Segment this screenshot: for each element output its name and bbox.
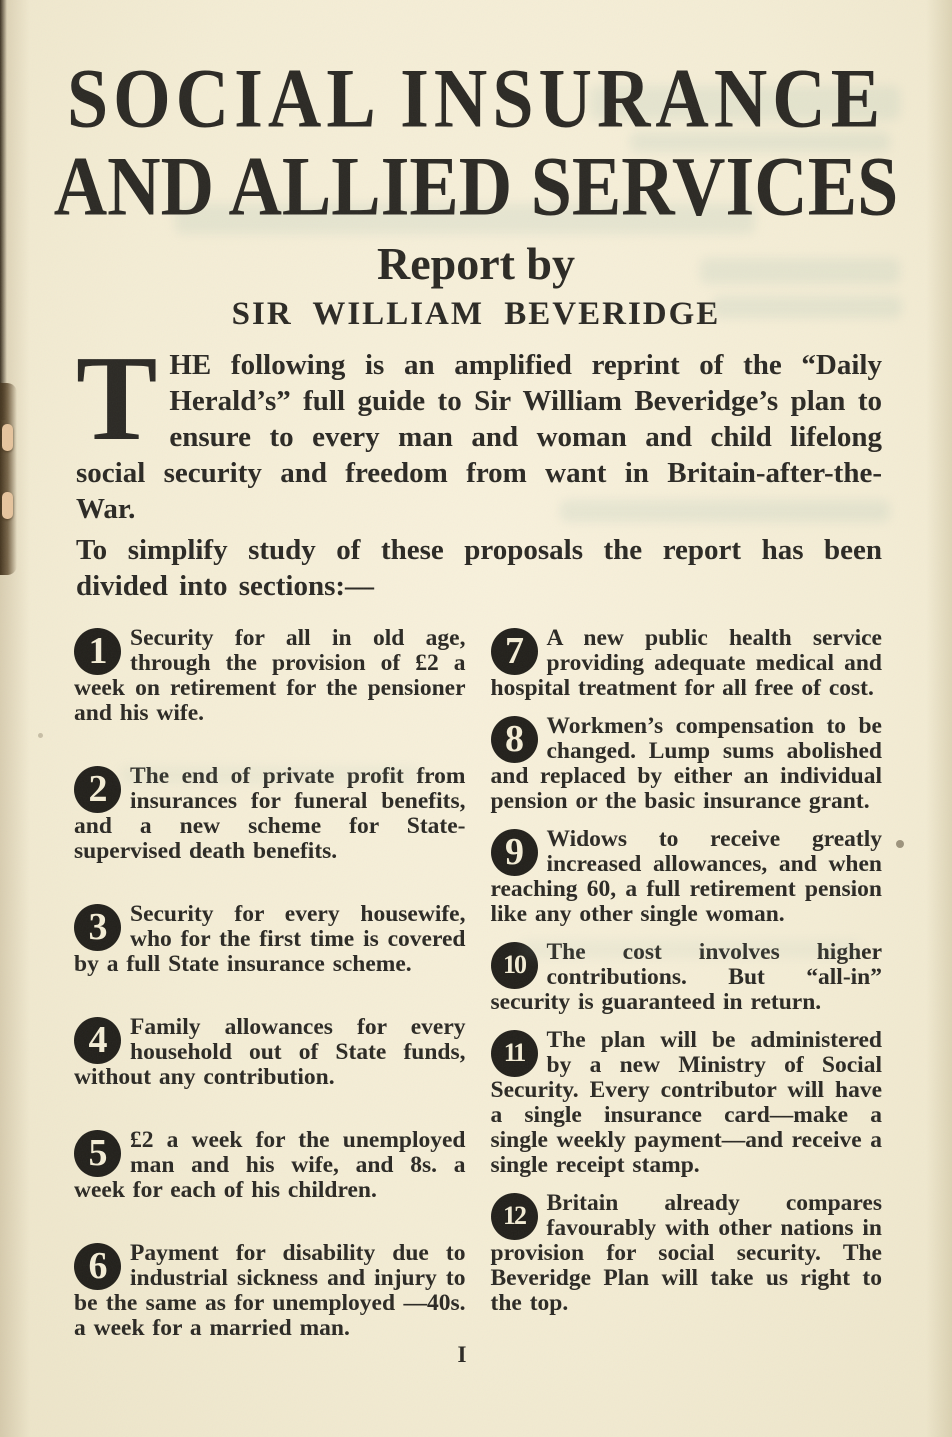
right-column (491, 626, 883, 1341)
section-number-badge: 11 (491, 1030, 538, 1077)
author-name: SIR WILLIAM BEVERIDGE (231, 296, 721, 332)
section-text: The cost involves higher contributions. But “all-in” security is guaranteed in return. (490, 939, 882, 1015)
showthrough-mark (520, 940, 860, 958)
introduction (76, 331, 882, 604)
section-text: £2 a week for the unemployed man and his wife, and 8s. a week for each of his children. (74, 1127, 466, 1203)
section-text: Security for all in old age, through the provision of £2 a week on retirement for the pensioner and his wife. (74, 625, 466, 726)
section-item-3 (74, 902, 466, 977)
section-text: Widows to receive greatly increased allowances, and when reaching 60, a full retirement pension like any other single woman. (490, 826, 882, 927)
report-by-subtitle: Report by (376, 238, 576, 289)
intro-text: HE following is an amplified reprint of the “Daily Herald’s” full guide to Sir William Beveridge’s plan to ensure to every man and woman and child lifelong social security and freedom from want in Britain-after-the-War. (76, 349, 882, 525)
section-item-9 (491, 827, 883, 927)
showthrough-mark (700, 258, 900, 284)
section-number-badge: 5 (74, 1130, 121, 1177)
left-column (74, 626, 466, 1341)
section-number-badge: 10 (491, 942, 538, 989)
page-number: I (457, 1342, 467, 1367)
section-item-5 (74, 1128, 466, 1203)
section-item-1 (74, 626, 466, 726)
section-item-8 (491, 714, 883, 814)
section-text: Security for every housewife, who for the first time is covered by a full State insurance scheme. (74, 901, 466, 977)
section-text: Family allowances for every household out of State funds, without any contribution. (74, 1014, 466, 1090)
section-item-4 (74, 1015, 466, 1090)
section-item-6 (74, 1241, 466, 1341)
showthrough-mark (120, 766, 420, 784)
section-text: The plan will be administered by a new Ministry of Social Security. Every contributor will have a single insurance card—make a single weekly payment—and receive a single receipt stamp. (490, 1027, 882, 1178)
section-number-badge: 3 (74, 904, 121, 951)
section-number-badge: 8 (491, 716, 538, 763)
showthrough-mark (712, 296, 902, 318)
title-line-2: AND ALLIED SERVICES (53, 140, 899, 234)
section-number-badge: 2 (74, 766, 121, 813)
paper-speck (38, 733, 43, 738)
section-item-12 (491, 1191, 883, 1316)
section-text: The end of private profit from insurances for funeral benefits, and a new scheme for State-supervised death benefits. (74, 763, 466, 864)
section-number-badge: 12 (491, 1193, 538, 1240)
section-item-7 (491, 626, 883, 701)
section-number-badge: 6 (74, 1243, 121, 1290)
section-text: A new public health service providing adequate medical and hospital treatment for all free of cost. (490, 625, 882, 701)
staple-mark (2, 424, 13, 451)
title-line-1: SOCIAL INSURANCE (66, 52, 886, 147)
paper-speck (896, 840, 904, 848)
sections-lead-in: To simplify study of these proposals the report has been divided into sections:— (76, 534, 882, 602)
dropcap-letter: T (76, 331, 158, 466)
section-number-badge: 4 (74, 1017, 121, 1064)
section-item-11 (491, 1028, 883, 1178)
binding-spine-shadow (0, 383, 17, 575)
section-text: Payment for disability due to industrial sickness and injury to be the same as for unemployed —40s. a week for a married man. (74, 1240, 466, 1341)
section-text: Workmen’s compensation to be changed. Lump sums abolished and replaced by either an individual pension or the basic insurance grant. (490, 713, 882, 814)
section-number-badge: 1 (74, 628, 121, 675)
section-text: Britain already compares favourably with other nations in provision for social security. The Beveridge Plan will take us right to the top. (490, 1190, 882, 1316)
section-number-badge: 9 (491, 829, 538, 876)
sections-columns (74, 626, 882, 1341)
staple-mark (2, 492, 13, 519)
section-number-badge: 7 (491, 628, 538, 675)
page-title (0, 52, 952, 234)
showthrough-mark (560, 500, 890, 522)
